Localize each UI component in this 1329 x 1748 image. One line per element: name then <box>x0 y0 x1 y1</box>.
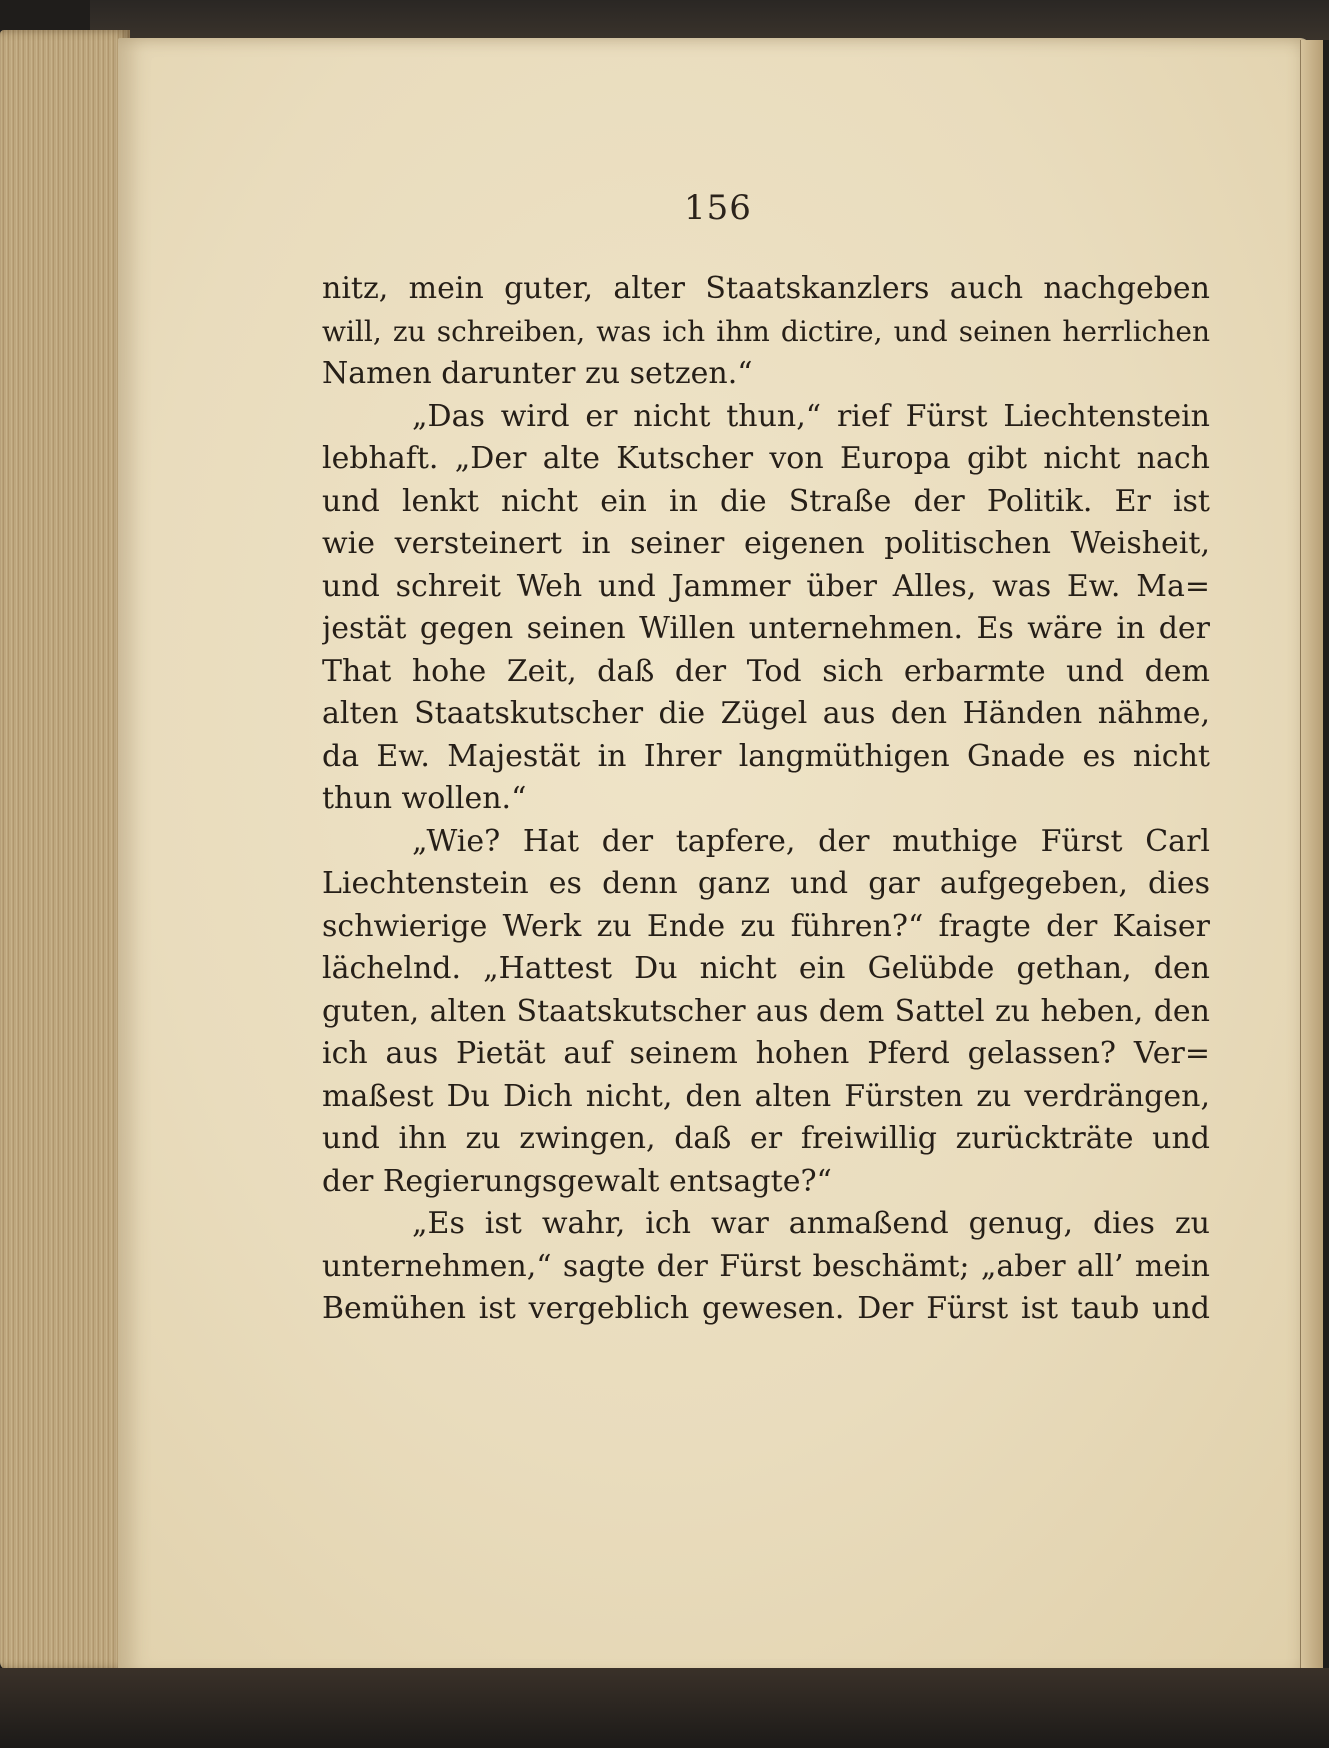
text-line: und lenkt nicht ein in die Straße der Politik. Er ist <box>322 483 1210 519</box>
text-line: „Es ist wahr, ich war anmaßend genug, dies zu <box>412 1206 1210 1241</box>
text-line: lebhaft. „Der alte Kutscher von Europa gibt nicht nach <box>322 441 1210 476</box>
text-line: will, zu schreiben, was ich ihm dictire, und seinen herrlichen <box>322 314 1210 348</box>
text-line: Liechtenstein es denn ganz und gar aufgegeben, dies <box>322 866 1210 901</box>
text-line: jestät gegen seinen Willen unternehmen. Es wäre in der <box>322 611 1210 646</box>
text-line: und schreit Weh und Jammer über Alles, was Ew. Ma= <box>322 568 1210 604</box>
text-line: Namen darunter zu setzen.“ <box>322 356 753 391</box>
text-line: unternehmen,“ sagte der Fürst beschämt; „aber all’ mein <box>322 1248 1210 1284</box>
text-line: lächelnd. „Hattest Du nicht ein Gelübde gethan, den <box>322 951 1210 986</box>
text-line: thun wollen.“ <box>322 781 527 816</box>
text-line: guten, alten Staatskutscher aus dem Sattel zu heben, den <box>322 993 1210 1029</box>
text-line: und ihn zu zwingen, daß er freiwillig zurückträte und <box>322 1121 1210 1156</box>
book-cover-top <box>90 0 1329 40</box>
text-line: da Ew. Majestät in Ihrer langmüthigen Gnade es nicht <box>322 738 1210 774</box>
page-number: 156 <box>684 188 752 228</box>
text-line: der Regierungsgewalt entsagte?“ <box>322 1163 832 1199</box>
text-line: That hohe Zeit, daß der Tod sich erbarmte und dem <box>322 653 1210 689</box>
text-line: Bemühen ist vergeblich gewesen. Der Fürst ist taub und <box>322 1291 1210 1326</box>
text-line: ich aus Pietät auf seinem hohen Pferd gelassen? Ver= <box>322 1036 1210 1071</box>
text-line: alten Staatskutscher die Zügel aus den Händen nähme, <box>322 696 1210 731</box>
text-line: wie versteinert in seiner eigenen politischen Weisheit, <box>322 526 1210 561</box>
text-line: maßest Du Dich nicht, den alten Fürsten zu verdrängen, <box>322 1078 1210 1114</box>
body-text <box>322 268 1210 1331</box>
text-line: nitz, mein guter, alter Staatskanzlers auch nachgeben <box>322 271 1210 306</box>
page-edges-left <box>0 30 130 1670</box>
page-edge-right <box>1300 40 1323 1670</box>
book-cover-bottom <box>0 1668 1329 1748</box>
text-line: „Wie? Hat der tapfere, der muthige Fürst Carl <box>412 823 1210 859</box>
text-line: schwierige Werk zu Ende zu führen?“ fragte der Kaiser <box>322 908 1210 944</box>
text-line: „Das wird er nicht thun,“ rief Fürst Liechtenstein <box>412 398 1210 434</box>
